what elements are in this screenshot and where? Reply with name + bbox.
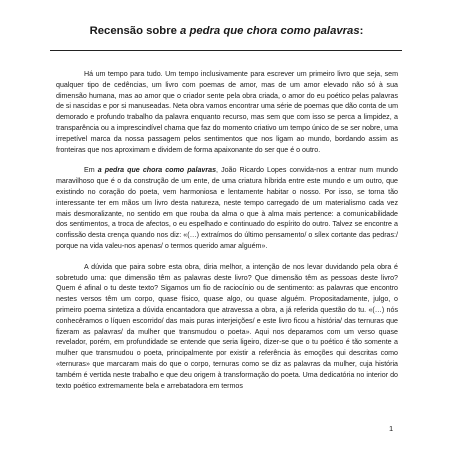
title-italic: a pedra que chora como palavras xyxy=(180,25,360,37)
paragraph-1-text: Há um tempo para tudo. Um tempo inclusivamente para escrever um primeiro livro que seja, sem qualquer tipo de cedências, um livro com poemas de amor, mas de um amor elevado não só à sua dimensão humana, mas ao amor que o criador sente pela obra criada, o amor do eu poético pelas palavras de si nascidas e por si manuseadas. Neta obra vamos encontrar uma série de poemas que dão conta de um demorado e profundo trabalho da palavra enquanto recurso, mas sem que com isso se perca a limpidez, a transparência ou a imprescindível chama que faz do momento criativo um tempo único de se ser nobre, uma irrepetível marca da nossa passagem pelos sentimentos que nos ligam ao mundo, bordando assim as fronteiras que nos aproximam e dividem de forma apaixonante do ser que é o outro. xyxy=(56,70,398,154)
page-title xyxy=(0,24,453,38)
paragraph-3-text: A dúvida que paira sobre esta obra, diria melhor, a intenção de nos levar duvidando pela obra é sobretudo uma: que dimensão têm as palavras deste livro? Que dimensão têm as pessoas deste livro? Quem é afinal o tu deste texto? Sigamos um fio de raciocínio ou de sentimento: as palavras que encontro nestes versos têm um corpo, quase físico, quase algo, ou quase alguém. Propositadamente, julgo, o primeiro poema sintetiza a dúvida encantadora que atravessa a obra, a já referida questão do tu. «(…) nós conhecêramos o líquen escorrido/ das mais puras interjeições/ e este livro ficou a história/ das ternuras que fizeram as palavras/ da mulher que transmudou o poeta». Aqui nos deparamos com um verso quase revelador, porém, em profundidade se entende que seria ligeiro, dizer-se que o tu poético é tão somente a mulher que transmudou o poeta, principalmente por existir a referência às emoções qui descritas como «ternuras» que marcaram mais do que o corpo, ternuras como se diz as palavras da mulher, cuja história também é vertida neste trabalho e que deu origem à transformação do poeta. Uma dedicatória no interior do texto poético extremamente bela e arrebatadora em termos xyxy=(56,262,398,390)
paragraph-2 xyxy=(56,165,398,251)
document-body xyxy=(56,69,398,401)
paragraph-2-book-title: a pedra que chora como palavras xyxy=(97,166,217,175)
paragraph-3 xyxy=(56,262,398,392)
title-divider xyxy=(50,50,402,51)
title-prefix: Recensão sobre xyxy=(89,25,181,37)
paragraph-2-text: , João Ricardo Lopes convida-nos a entrar num mundo maravilhoso que é o da construção de um ente, de uma criatura híbrida entre este mundo e um outro, que existindo no coração do poeta, vem harmoniosa e lentamente habitar o nosso. Por isso, se torna tão interessante ter em mãos um livro desta natureza, neste tempo carregado de um materialismo cada vez mais desmoralizante, no sentido em que rouba da alma o que à alma mais pertence: a comunicabilidade dos sentimentos, a troca de afectos, o eu espelhado e continuado do espírito do outro. Talvez se encontre a confissão desta crença quando nos diz: «(…) extraímos do último pensamento/ o sílex cortante das pedras:/ porque na vida valeu-nos apenas/ o termos querido amar alguém». xyxy=(56,166,398,250)
title-suffix: : xyxy=(359,25,364,37)
paragraph-2-lead: Em xyxy=(84,166,98,175)
page-number: 1 xyxy=(389,424,394,433)
paragraph-1 xyxy=(56,69,398,155)
